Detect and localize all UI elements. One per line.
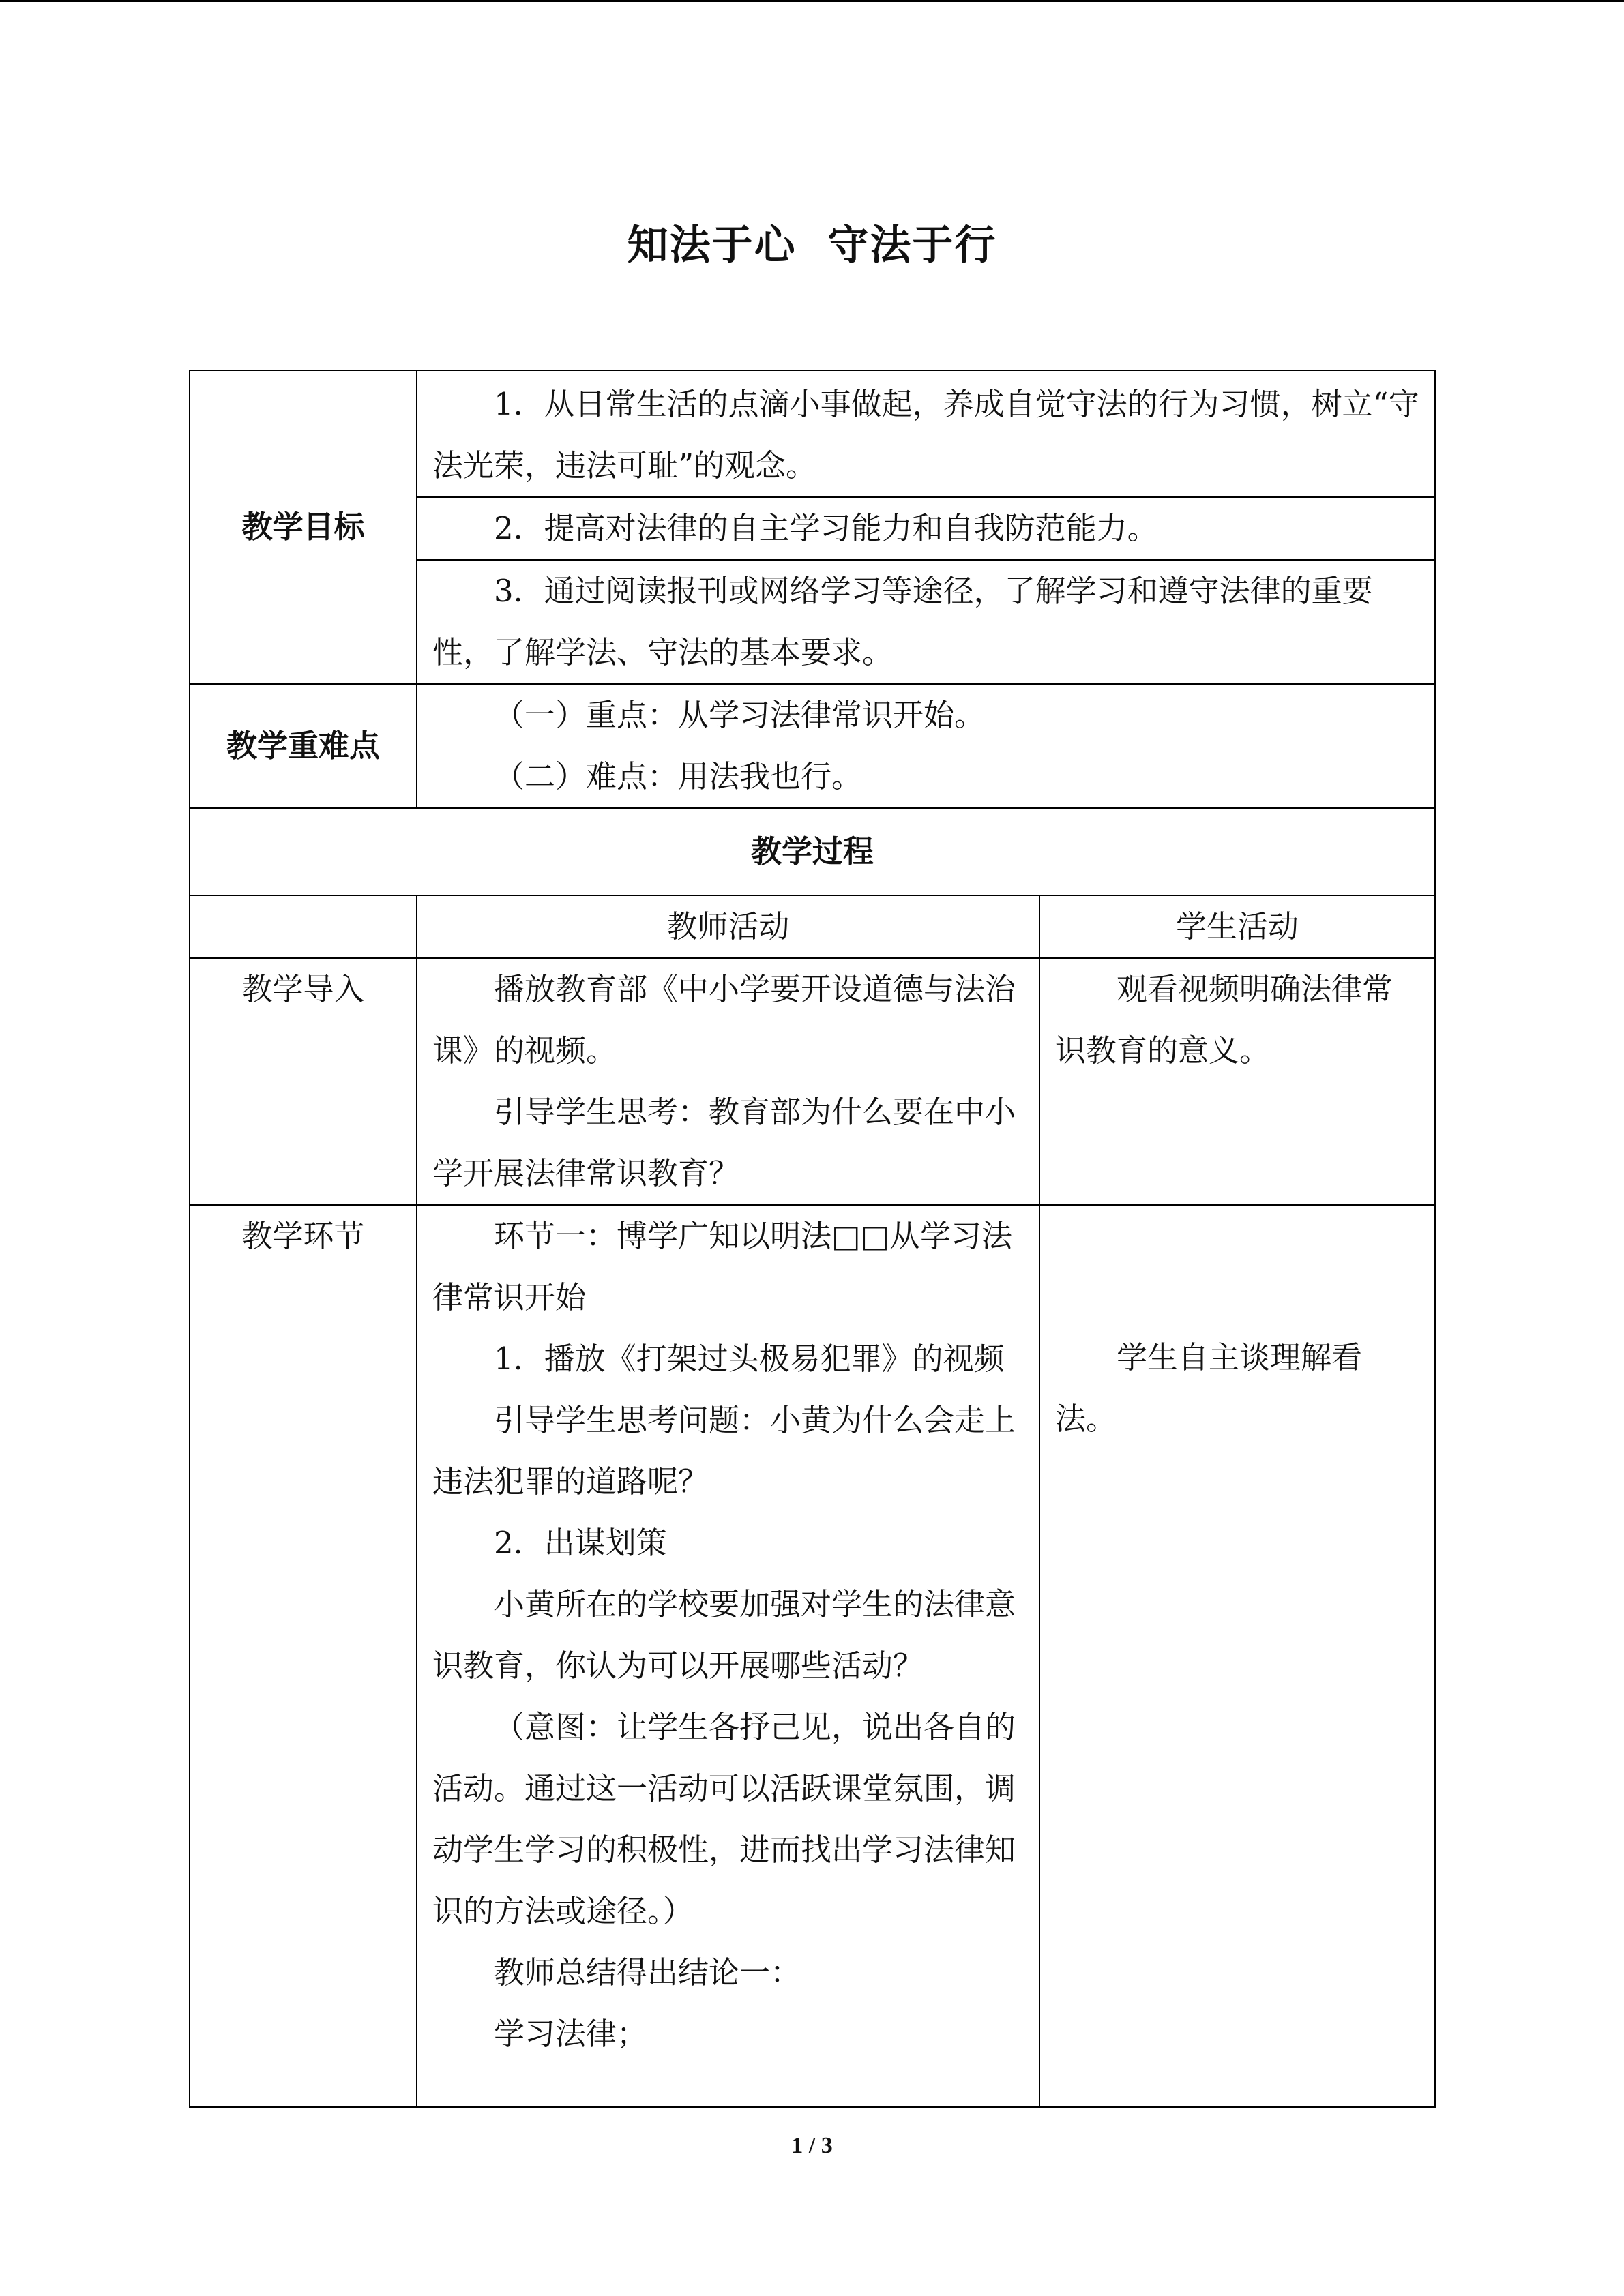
- main-row: [190, 1205, 1435, 2107]
- intro-row: [190, 958, 1435, 1205]
- intro-teacher-activity: 播放教育部《中小学要开设道德与法治课》的视频。 引导学生思考：教育部为什么要在中小学开展法律常识教育？: [417, 958, 1039, 1205]
- main-student-activity: 学生自主谈理解看法。: [1039, 1205, 1435, 2107]
- column-header-teacher: 教师活动: [417, 895, 1039, 958]
- key-points-content: [417, 684, 1435, 808]
- lesson-plan-table: [189, 370, 1436, 2108]
- column-header-row: [190, 895, 1435, 958]
- objectives-label: 教学目标: [190, 370, 417, 684]
- intro-stage-label: 教学导入: [190, 958, 417, 1205]
- column-header-blank: [190, 895, 417, 958]
- difficult-point: （二）难点：用法我也行。: [494, 758, 863, 794]
- objective-row-1: [190, 370, 1435, 497]
- key-points-row: [190, 684, 1435, 808]
- page-title: 知法于心 守法于行: [627, 222, 997, 269]
- objective-item: 1．从日常生活的点滴小事做起，养成自觉守法的行为习惯，树立“守法光荣，违法可耻”的观念。: [417, 370, 1435, 497]
- key-point: （一）重点：从学习法律常识开始。: [494, 697, 986, 733]
- intro-student-activity: 观看视频明确法律常识教育的意义。: [1039, 958, 1435, 1205]
- key-points-label: 教学重难点: [190, 684, 417, 808]
- process-heading-row: [190, 808, 1435, 895]
- column-header-student: 学生活动: [1039, 895, 1435, 958]
- main-stage-label: 教学环节: [190, 1205, 417, 2107]
- objective-item: 3．通过阅读报刊或网络学习等途径，了解学习和遵守法律的重要性，了解学法、守法的基本要求。: [417, 560, 1435, 684]
- objective-item: 2．提高对法律的自主学习能力和自我防范能力。: [417, 497, 1435, 560]
- page-number: 1 / 3: [791, 2133, 833, 2158]
- main-teacher-activity: 环节一：博学广知以明法□□从学习法律常识开始 1．播放《打架过头极易犯罪》的视频 引导学生思考问题：小黄为什么会走上违法犯罪的道路呢？ 2．出谋划策 小黄所在的学校要加强对学生的法律意识教育，你认为可以开展哪些活动？ （意图：让学生各抒己见，说出各自的活动。通过这一活动可以活跃课堂氛围，调动学生学习的积极性，进而找出学习法律知识的方法或途径。） 教师总结得出结论一： 学习法律；: [417, 1205, 1039, 2107]
- top-border: [0, 0, 1624, 2]
- process-heading: 教学过程: [190, 808, 1435, 895]
